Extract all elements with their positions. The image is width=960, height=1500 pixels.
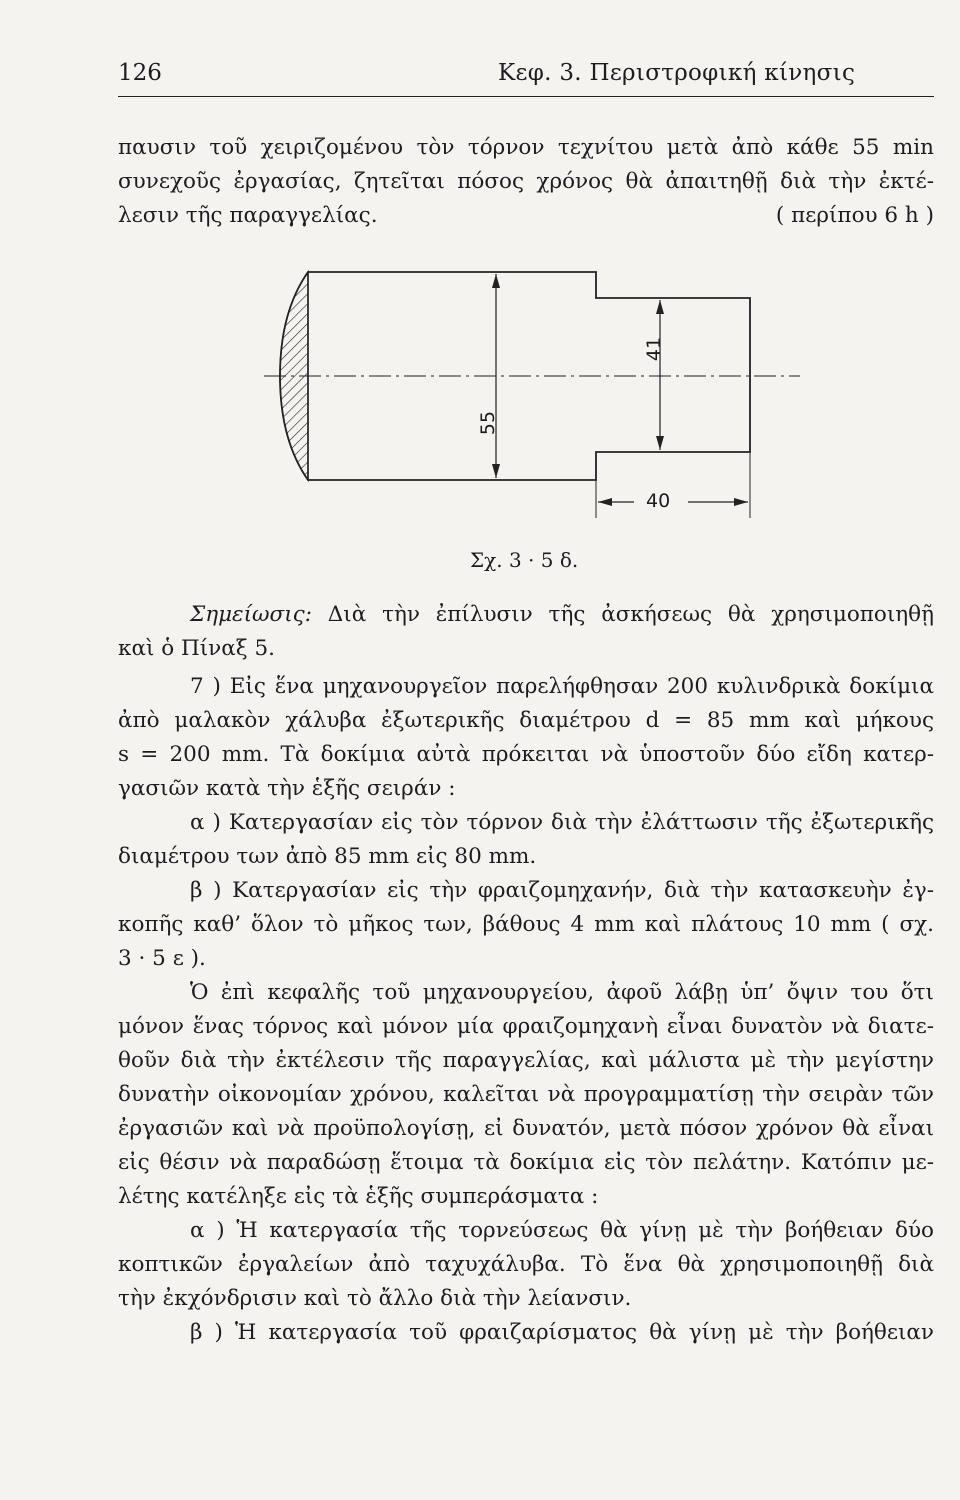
page-number: 126 (118, 60, 162, 86)
dimension-40-label: 40 (646, 490, 671, 512)
text-line: ἐργασιῶν καὶ νὰ προϋπολογίσῃ, εἰ δυνατόν, μετὰ πόσον χρόνον θὰ εἶναι (118, 1116, 934, 1141)
note-line (118, 598, 934, 632)
text-line: τὴν ἐκχόνδρισιν καὶ τὸ ἄλλο διὰ τὴν λείανσιν. (118, 1286, 632, 1311)
text-line: ἀπὸ μαλακὸν χάλυβα ἐξωτερικῆς διαμέτρου d = 85 mm καὶ μήκους (118, 708, 934, 733)
text-line: λέτης κατέληξε εἰς τὰ ἑξῆς συμπεράσματα : (118, 1184, 599, 1209)
text-line: α ) Κατεργασίαν εἰς τὸν τόρνον διὰ τὴν ἐλάττωσιν τῆς ἐξωτερικῆς (190, 810, 934, 835)
text-line: 7 ) Εἰς ἕνα μηχανουργεῖον παρελήφθησαν 200 κυλινδρικὰ δοκίμια (190, 674, 934, 699)
text-line: παυσιν τοῦ χειριζομένου τὸν τόρνον τεχνίτου μετὰ ἀπὸ κάθε 55 min (118, 135, 934, 160)
running-header (118, 56, 934, 97)
text-line: Ὁ ἐπὶ κεφαλῆς τοῦ μηχανουργείου, ἀφοῦ λάβῃ ὑπ’ ὄψιν του ὅτι (190, 980, 934, 1005)
answer-text: ( περίπου 6 h ) (775, 203, 934, 228)
text-line: α ) Ἡ κατεργασία τῆς τορνεύσεως θὰ γίνῃ μὲ τὴν βοήθειαν δύο (190, 1218, 934, 1243)
dimension-41-label: 41 (643, 336, 666, 362)
text-line: β ) Κατεργασίαν εἰς τὴν φραιζομηχανήν, διὰ τὴν κατασκευὴν ἐγ- (190, 878, 934, 903)
text-line: λεσιν τῆς παραγγελίας. (118, 203, 378, 228)
shaft-drawing (240, 262, 820, 592)
figure-3-5d (240, 262, 820, 592)
text-line: συνεχοῦς ἐργασίας, ζητεῖται πόσος χρόνος θὰ ἀπαιτηθῇ διὰ τὴν ἐκτέ- (118, 169, 934, 194)
dimension-55-label: 55 (477, 410, 500, 436)
text-line: εἰς θέσιν νὰ παραδώσῃ ἕτοιμα τὰ δοκίμια εἰς τὸν πελάτην. Κατόπιν με- (118, 1150, 934, 1175)
text-line: μόνον ἕνας τόρνος καὶ μόνον μία φραιζομηχανὴ εἶναι δυνατὸν νὰ διατε- (118, 1014, 934, 1039)
text-line: β ) Ἡ κατεργασία τοῦ φραιζαρίσματος θὰ γίνῃ μὲ τὴν βοήθειαν (190, 1320, 934, 1345)
text-line: διαμέτρου των ἀπὸ 85 mm εἰς 80 mm. (118, 844, 537, 869)
text-line: κοπτικῶν ἐργαλείων ἀπὸ ταχυχάλυβα. Τὸ ἕνα θὰ χρησιμοποιηθῇ διὰ (118, 1252, 934, 1277)
note-label: Σημείωσις: (190, 602, 312, 627)
text-line: γασιῶν κατὰ τὴν ἑξῆς σειράν : (118, 776, 456, 801)
note-text: Διὰ τὴν ἐπίλυσιν τῆς ἀσκήσεως θὰ χρησιμοποιηθῇ (327, 602, 934, 627)
text-line: 3 · 5 ε ). (118, 946, 206, 971)
chapter-title: Κεφ. 3. Περιστροφική κίνησις (498, 60, 856, 86)
text-line: κοπῆς καθ’ ὅλον τὸ μῆκος των, βάθους 4 mm καὶ πλάτους 10 mm ( σχ. (118, 912, 934, 937)
figure-caption: Σχ. 3 · 5 δ. (470, 548, 579, 572)
text-line: s = 200 mm. Τὰ δοκίμια αὐτὰ πρόκειται νὰ ὑποστοῦν δύο εἴδη κατερ- (118, 742, 934, 767)
note-line: καὶ ὁ Πίναξ 5. (118, 636, 275, 661)
text-line: θοῦν διὰ τὴν ἐκτέλεσιν τῆς παραγγελίας, καὶ μάλιστα μὲ τὴν μεγίστην (118, 1048, 934, 1073)
text-line: δυνατὴν οἰκονομίαν χρόνου, καλεῖται νὰ προγραμματίσῃ τὴν σειρὰν τῶν (118, 1082, 934, 1107)
